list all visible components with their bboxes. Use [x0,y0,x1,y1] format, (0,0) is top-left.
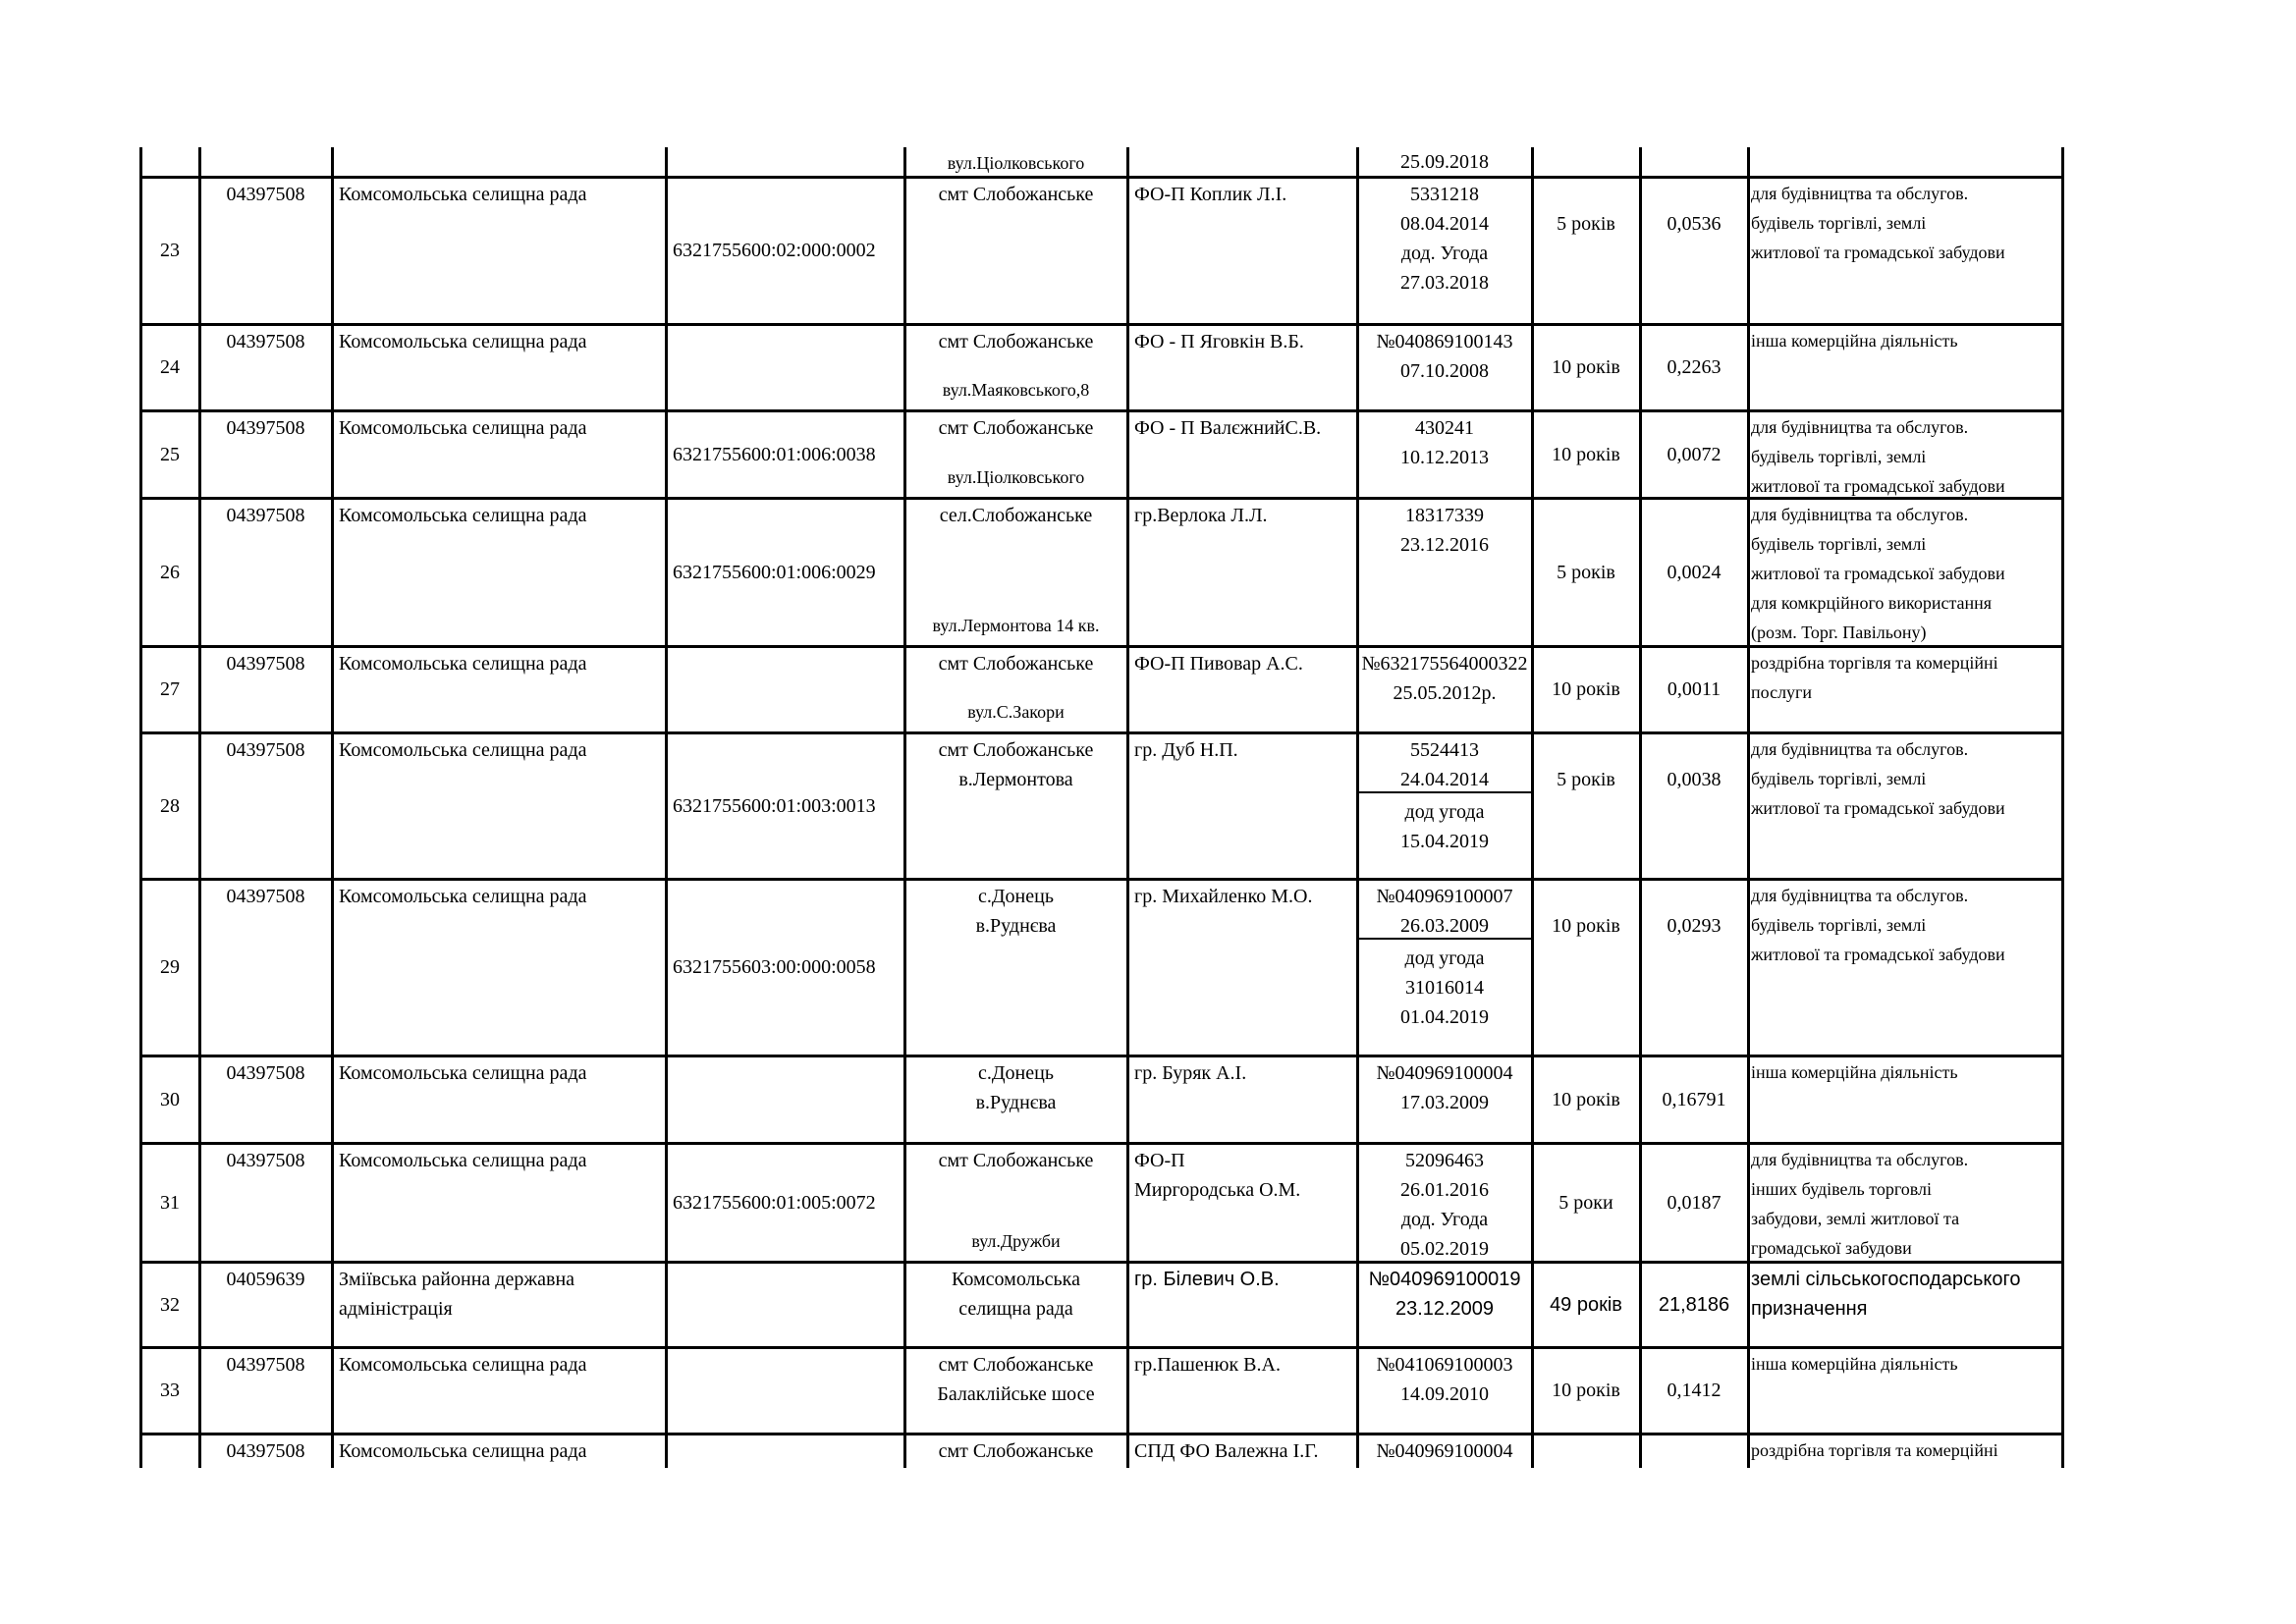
address-line: с.Донець [978,886,1054,907]
land-area: 0,0038 [1667,769,1722,790]
organization-name: Комсомольська селищна рада [339,653,587,675]
contract-line: 26.01.2016 [1400,1179,1489,1201]
organization-name: Комсомольська селищна рада [339,886,587,907]
address-line: смт Слобожанське [938,1354,1094,1376]
address-line: с.Донець [978,1062,1054,1084]
cadastral-number: 6321755600:02:000:0002 [673,240,876,261]
land-purpose: будівель торгівлі, землі [1751,447,1927,466]
address-line: смт Слобожанське [938,653,1094,675]
cadastral-number: 6321755600:01:006:0038 [673,443,876,465]
lease-term: 10 років [1552,356,1620,378]
row-number: 23 [160,240,180,261]
land-purpose: для будівництва та обслугов. [1751,886,1969,905]
edrpou-code: 04397508 [226,417,305,439]
organization-name: Комсомольська селищна рада [339,1062,587,1084]
address-line: смт Слобожанське [938,331,1094,352]
row-border-10 [140,1346,2062,1349]
contract-line: 17.03.2009 [1400,1092,1489,1113]
address-line: в.Руднєва [975,915,1057,937]
land-purpose: роздрібна торгівля та комерційні [1751,1440,1998,1460]
row-border-11 [140,1433,2062,1435]
contract-line: 18317339 [1405,505,1484,526]
land-purpose: інша комерційна діяльність [1751,1062,1958,1082]
lease-term: 49 років [1550,1293,1622,1316]
tenant-name: ФО-П Коплик Л.І. [1134,184,1287,205]
row-number: 28 [160,794,180,817]
edrpou-code: 04397508 [226,739,305,761]
column-border-10 [2061,147,2064,1468]
column-border-2 [331,147,334,1468]
land-area: 21,8186 [1658,1293,1730,1316]
lease-term: 5 років [1557,769,1615,790]
row-border-3 [140,497,2062,500]
row-border-6 [140,878,2062,881]
contract-line: 08.04.2014 [1400,213,1489,235]
lease-term: 5 років [1557,213,1615,235]
contract-line: 05.02.2019 [1400,1238,1489,1260]
row-number: 30 [160,1088,180,1110]
tenant-name: Миргородська О.М. [1134,1179,1301,1201]
edrpou-code: 04397508 [226,505,305,526]
land-purpose: будівель торгівлі, землі [1751,213,1927,233]
address-line: селищна рада [958,1298,1073,1320]
column-border-0 [139,147,142,1468]
land-area: 0,0187 [1667,1191,1722,1214]
contract-sub-border-1 [1357,938,1532,940]
organization-name: адміністрація [339,1298,453,1320]
land-purpose: послуги [1751,682,1813,702]
land-purpose: забудови, землі житлової та [1751,1209,1960,1228]
row-number: 29 [160,956,180,978]
contract-line: 52096463 [1405,1150,1484,1171]
organization-name: Комсомольська селищна рада [339,505,587,526]
row-border-7 [140,1055,2062,1057]
land-purpose: житлової та громадської забудови [1751,243,2005,262]
contract-line: 27.03.2018 [1400,272,1489,294]
row-number: 32 [160,1293,180,1316]
land-purpose: для будівництва та обслугов. [1751,739,1969,759]
land-purpose: роздрібна торгівля та комерційні [1751,653,1998,673]
organization-name: Зміївська районна державна [339,1269,575,1290]
column-border-5 [1126,147,1129,1468]
edrpou-code: 04059639 [226,1269,305,1290]
land-purpose: громадської забудови [1751,1238,1912,1258]
contract-line: №632175564000322 [1361,653,1528,675]
land-purpose: інших будівель торговлі [1751,1179,1933,1199]
row-number: 24 [160,356,180,378]
land-area: 0,0024 [1667,561,1722,583]
address-line: сел.Слобожанське [939,505,1093,526]
land-area: 0,0011 [1667,678,1722,700]
contract-line: 23.12.2016 [1400,534,1489,556]
contract-line: 23.12.2009 [1394,1298,1495,1320]
tenant-name: гр. Михайленко М.О. [1134,886,1313,907]
land-area: 0,2263 [1667,356,1722,378]
lease-term: 10 років [1552,1380,1620,1401]
edrpou-code: 04397508 [226,1440,305,1462]
contract-line: 25.05.2012р. [1393,682,1497,704]
row-border-4 [140,645,2062,648]
organization-name: Комсомольська селищна рада [339,331,587,352]
lease-term: 5 роки [1558,1191,1613,1214]
land-purpose: для будівництва та обслугов. [1751,505,1969,524]
address-line: вул.С.Закори [967,702,1065,722]
land-purpose: для будівництва та обслугов. [1751,184,1969,203]
cadastral-number: 6321755600:01:006:0029 [673,561,876,583]
address-line: смт Слобожанське [938,417,1094,439]
land-purpose: будівель торгівлі, землі [1751,534,1927,554]
contract-line: 5524413 [1410,739,1479,761]
contract-line: дод угода [1404,801,1485,823]
contract-line: 24.04.2014 [1400,769,1489,790]
top-street: вул.Ціолковського [947,153,1085,173]
address-line: смт Слобожанське [938,1150,1094,1171]
contract-line: №040969100007 [1376,886,1513,907]
contract-line: 01.04.2019 [1400,1006,1489,1028]
edrpou-code: 04397508 [226,331,305,352]
contract-line: 15.04.2019 [1400,831,1489,852]
address-line: в.Лермонтова [958,769,1073,790]
contract-line: №040969100019 [1368,1269,1521,1290]
column-border-4 [903,147,906,1468]
land-area: 0,0293 [1667,915,1722,937]
address-line: смт Слобожанське [938,739,1094,761]
row-number: 26 [160,561,180,583]
land-purpose: інша комерційна діяльність [1751,331,1958,351]
edrpou-code: 04397508 [226,184,305,205]
contract-line: 430241 [1415,417,1474,439]
column-border-6 [1356,147,1359,1468]
column-border-1 [198,147,201,1468]
lease-term: 10 років [1552,443,1620,465]
lease-term: 10 років [1552,915,1620,937]
tenant-name: гр.Пашенюк В.А. [1134,1354,1281,1376]
contract-line: 07.10.2008 [1400,360,1489,382]
row-border-9 [140,1261,2062,1264]
address-line: вул.Дружби [971,1231,1061,1251]
edrpou-code: 04397508 [226,886,305,907]
row-border-5 [140,731,2062,734]
land-purpose: для будівництва та обслугов. [1751,1150,1969,1169]
address-line: в.Руднєва [975,1092,1057,1113]
organization-name: Комсомольська селищна рада [339,184,587,205]
row-number: 25 [160,443,180,465]
contract-line: №041069100003 [1376,1354,1513,1376]
tenant-name: гр. Білевич О.В. [1134,1269,1280,1290]
row-border-0 [140,176,2062,179]
contract-line: 14.09.2010 [1400,1383,1489,1405]
lease-term: 5 років [1557,561,1615,583]
column-border-7 [1531,147,1534,1468]
land-purpose: будівель торгівлі, землі [1751,769,1927,788]
edrpou-code: 04397508 [226,653,305,675]
land-area: 0,1412 [1667,1380,1722,1401]
contract-line: №040869100143 [1376,331,1513,352]
column-border-9 [1747,147,1750,1468]
address-line: смт Слобожанське [938,1440,1094,1462]
row-number: 31 [160,1191,180,1214]
tenant-name: гр.Верлока Л.Л. [1134,505,1268,526]
contract-line: дод. Угода [1400,1209,1489,1230]
land-purpose: житлової та громадської забудови [1751,476,2005,496]
edrpou-code: 04397508 [226,1150,305,1171]
lease-term: 10 років [1552,678,1620,700]
contract-sub-border-0 [1357,791,1532,793]
top-date: 25.09.2018 [1400,151,1489,173]
land-area: 0,0072 [1667,443,1722,465]
edrpou-code: 04397508 [226,1062,305,1084]
organization-name: Комсомольська селищна рада [339,1150,587,1171]
address-line: смт Слобожанське [938,184,1094,205]
contract-line: №040969100004 [1376,1440,1513,1462]
contract-line: дод угода [1404,947,1485,969]
lease-term: 10 років [1552,1088,1620,1110]
land-area: 0,0536 [1667,213,1722,235]
land-purpose: житлової та громадської забудови [1751,798,2005,818]
contract-line: дод. Угода [1400,243,1489,264]
land-area: 0,16791 [1662,1088,1726,1110]
tenant-name: ФО-П Пивовар А.С. [1134,653,1303,675]
tenant-name: СПД ФО Валежна І.Г. [1134,1440,1319,1462]
organization-name: Комсомольська селищна рада [339,1440,587,1462]
land-purpose: інша комерційна діяльність [1751,1354,1958,1374]
land-purpose: (розм. Торг. Павільону) [1751,623,1927,642]
address-line: вул.Ціолковського [947,467,1085,487]
address-line: вул.Лермонтова 14 кв. [932,616,1100,635]
contract-line: №040969100004 [1376,1062,1513,1084]
edrpou-code: 04397508 [226,1354,305,1376]
row-border-8 [140,1142,2062,1145]
tenant-name: гр. Дуб Н.П. [1134,739,1238,761]
row-border-2 [140,409,2062,412]
organization-name: Комсомольська селищна рада [339,417,587,439]
tenant-name: ФО-П [1134,1150,1185,1171]
land-purpose: для будівництва та обслугов. [1751,417,1969,437]
contract-line: 10.12.2013 [1400,447,1489,468]
land-purpose: будівель торгівлі, землі [1751,915,1927,935]
address-line: Комсомольська [952,1269,1080,1290]
row-number: 27 [160,678,180,700]
organization-name: Комсомольська селищна рада [339,739,587,761]
cadastral-number: 6321755603:00:000:0058 [673,956,876,978]
tenant-name: гр. Буряк А.І. [1134,1062,1247,1084]
address-line: вул.Маяковського,8 [942,380,1090,400]
column-border-8 [1639,147,1642,1468]
row-number: 33 [160,1380,180,1401]
cadastral-number: 6321755600:01:005:0072 [673,1191,876,1214]
tenant-name: ФО - П ВалєжнийС.В. [1134,417,1322,439]
contract-line: 26.03.2009 [1400,915,1489,937]
row-border-1 [140,323,2062,326]
contract-line: 5331218 [1410,184,1479,205]
cadastral-number: 6321755600:01:003:0013 [673,794,876,817]
land-purpose: житлової та громадської забудови [1751,564,2005,583]
tenant-name: ФО - П Яговкін В.Б. [1134,331,1304,352]
organization-name: Комсомольська селищна рада [339,1354,587,1376]
land-purpose: для комкрційного використання [1751,593,1993,613]
column-border-3 [665,147,668,1468]
contract-line: 31016014 [1405,977,1484,999]
address-line: Балаклійське шосе [937,1383,1095,1405]
land-purpose: призначення [1751,1298,1868,1320]
land-purpose: землі сільськогосподарського [1751,1269,2021,1290]
land-purpose: житлової та громадської забудови [1751,945,2005,964]
